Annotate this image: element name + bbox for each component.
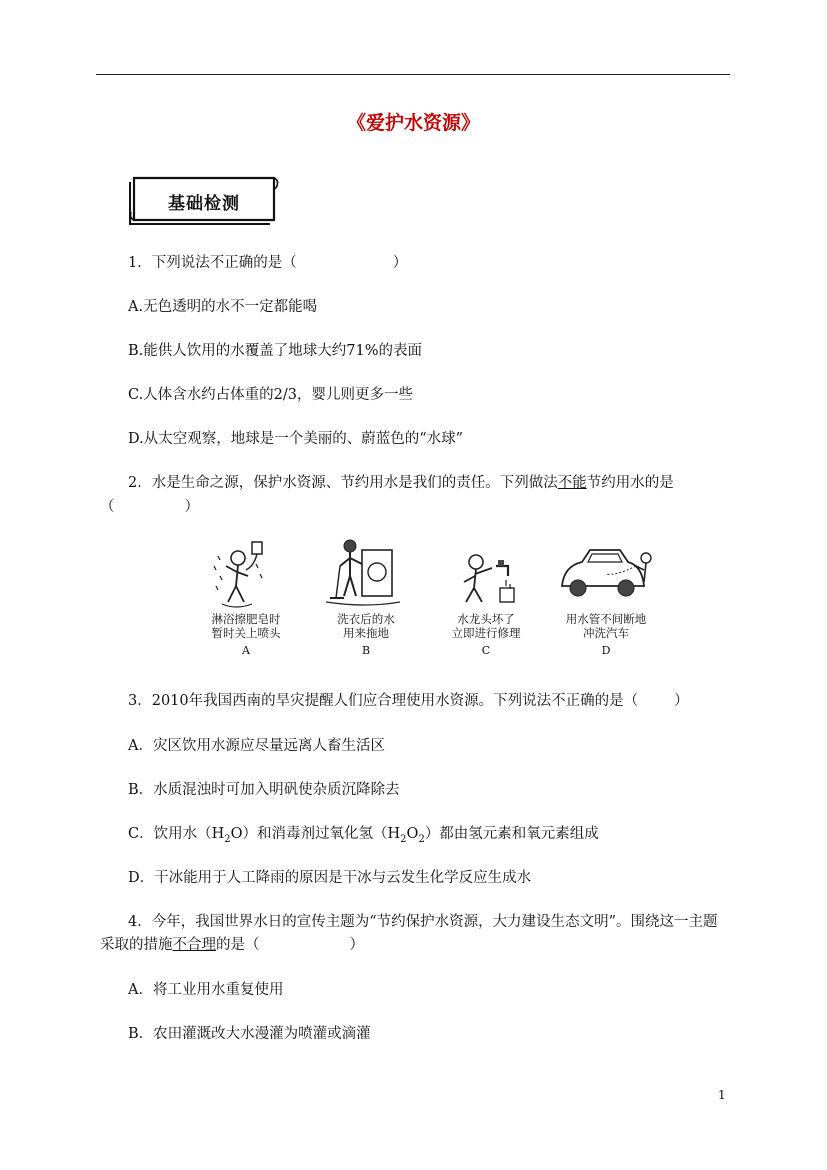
picture-b (316, 536, 416, 660)
q1-option-a: A.无色透明的水不一定都能喝 (128, 299, 318, 315)
faucet-repair-illustration (436, 536, 536, 612)
q3-option-a: A．灾区饮用水源应尽量远离人畜生活区 (128, 738, 385, 754)
car-wash-illustration (556, 536, 656, 612)
label-b: B (361, 644, 371, 657)
label-c: C (481, 644, 491, 657)
washing-illustration (316, 536, 416, 612)
shower-illustration (196, 536, 296, 612)
caption-a-line2: 暂时关上喷头 (211, 626, 281, 640)
caption-d-line2: 冲洗汽车 (583, 626, 629, 640)
q3-option-d: D．干冰能用于人工降雨的原因是干冰与云发生化学反应生成水 (128, 870, 532, 886)
page-number: 1 (718, 1088, 726, 1102)
q3-stem: 3．2010年我国西南的旱灾提醒人们应合理使用水资源。下列说法不正确的是（ ） (128, 693, 689, 709)
q1-option-d: D.从太空观察，地球是一个美丽的、蔚蓝色的“水球” (128, 431, 464, 447)
caption-b-line2: 用来拖地 (343, 626, 389, 640)
q4-stem: 4．今年，我国世界水日的宣传主题为“节约保护水资源，大力建设生态文明”。围绕这一主题采取的措施不合理的是（ ） (100, 914, 718, 953)
section-banner: 基础检测 (168, 193, 240, 214)
q4-option-a: A．将工业用水重复使用 (128, 982, 284, 998)
header-rule (96, 74, 730, 75)
caption-b-line1: 洗衣后的水 (337, 612, 395, 626)
q2-stem: 2．水是生命之源，保护水资源、节约用水是我们的责任。下列做法不能节约用水的是 (128, 475, 674, 491)
caption-c-line1: 水龙头坏了 (457, 612, 515, 626)
q1-stem: 1．下列说法不正确的是（ ） (128, 255, 408, 271)
caption-d-line1: 用水管不间断地 (565, 612, 647, 626)
page-title: 《爱护水资源》 (346, 112, 480, 134)
caption-c-line2: 立即进行修理 (451, 626, 521, 640)
q1-option-c: C.人体含水约占体重的2/3，婴儿则更多一些 (128, 387, 414, 403)
q1-option-b: B.能供人饮用的水覆盖了地球大约71%的表面 (128, 343, 422, 359)
caption-a-line1: 淋浴擦肥皂时 (211, 612, 281, 626)
q3-option-b: B．水质混浊时可加入明矾使杂质沉降除去 (128, 782, 400, 798)
q3-option-c: C．饮用水$(H_2O)$和消毒剂过氧化氢$(H_2O_2)$都由氢元素和氧元素组成 (128, 826, 599, 845)
label-d: D (601, 644, 611, 657)
picture-d (556, 536, 656, 660)
q2-paren: （ ） (100, 499, 199, 515)
q4-option-b: B．农田灌溉改大水漫灌为喷灌或滴灌 (128, 1026, 371, 1042)
picture-c (436, 536, 536, 660)
picture-a (196, 536, 296, 660)
q2-pictures (196, 536, 666, 660)
label-a: A (242, 644, 250, 657)
